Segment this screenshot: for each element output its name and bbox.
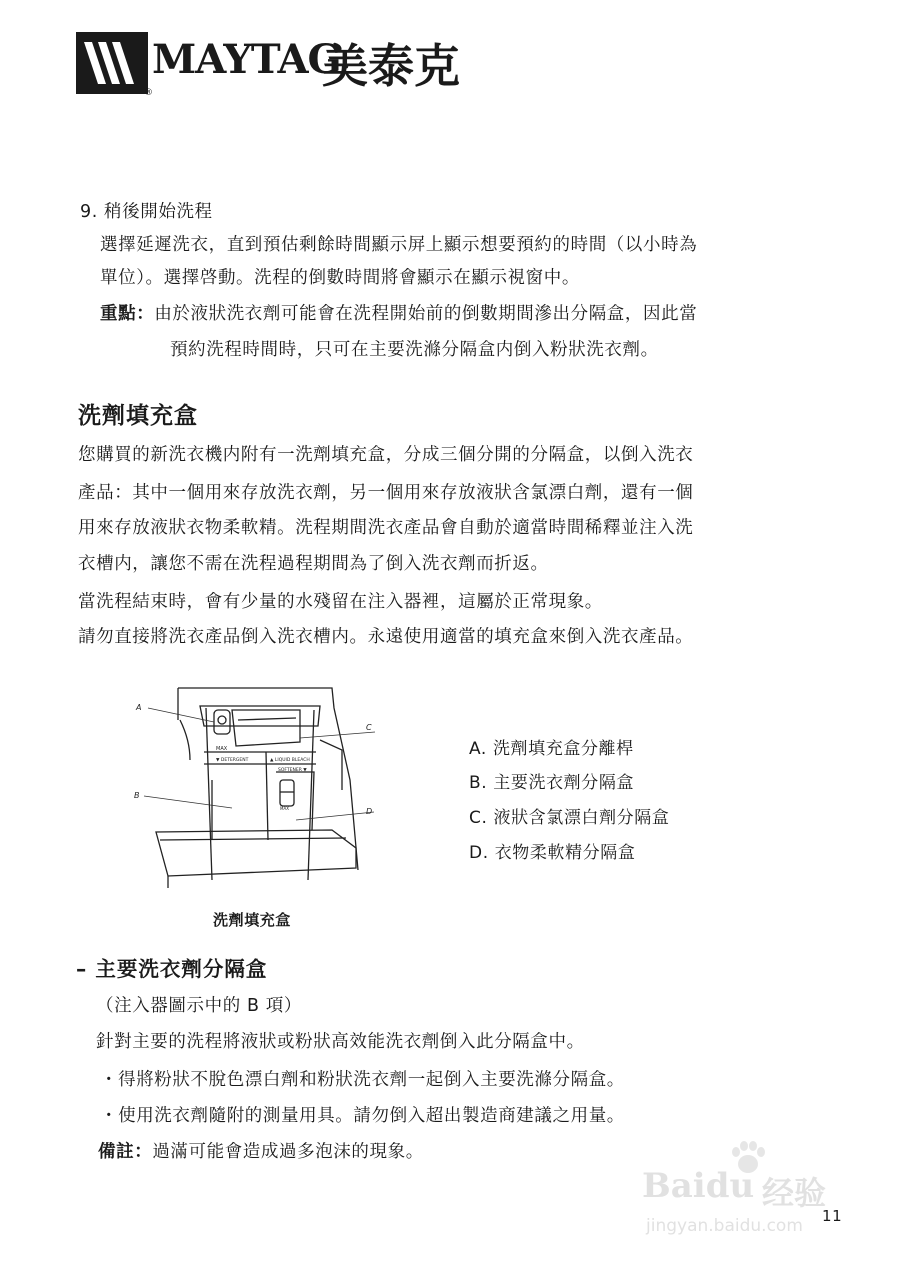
watermark-cn: 经验 xyxy=(762,1174,827,1212)
brand-chinese: 美泰克 xyxy=(322,39,460,93)
legend-item-a: A. 洗劑填充盒分離桿 xyxy=(469,739,634,759)
remark xyxy=(98,1140,424,1164)
watermark-url: jingyan.baidu.com xyxy=(646,1216,803,1236)
dispenser-drawer-illustration xyxy=(120,680,373,900)
drawer-label-max: MAX xyxy=(216,746,228,752)
important-label: 重點： xyxy=(100,304,155,324)
main-dispenser-heading: – 主要洗衣劑分隔盒 xyxy=(76,957,268,981)
important-text-line-2: 預約洗程時間時，只可在主要洗滌分隔盒内倒入粉狀洗衣劑。 xyxy=(170,340,659,360)
callout-c: C xyxy=(366,723,372,732)
main-note-ref: （注入器圖示中的 B 項） xyxy=(96,996,302,1016)
dispenser-paragraph-line: 產品：其中一個用來存放洗衣劑，另一個用來存放液狀含氯漂白劑，還有一個 xyxy=(78,483,694,503)
callout-a: A xyxy=(136,703,142,712)
drawer-label-softener: SOFTENER ▼ xyxy=(278,768,307,773)
dispenser-heading: 洗劑填充盒 xyxy=(78,403,198,429)
registered-mark: ® xyxy=(144,88,153,98)
maytag-stripes-icon xyxy=(76,32,148,94)
legend-item-b: B. 主要洗衣劑分隔盒 xyxy=(469,773,635,793)
delay-paragraph-line-2: 單位）。選擇啓動。洗程的倒數時間將會顯示在顯示視窗中。 xyxy=(100,268,580,288)
drawer-label-max-small: MAX xyxy=(280,806,289,811)
remark-label: 備註： xyxy=(98,1142,153,1162)
legend-item-d: D. 衣物柔軟精分隔盒 xyxy=(469,843,636,863)
remark-text: 過滿可能會造成過多泡沫的現象。 xyxy=(152,1142,424,1162)
page-number: 11 xyxy=(822,1207,843,1225)
dispenser-paragraph-line: 您購買的新洗衣機内附有一洗劑填充盒，分成三個分開的分隔盒，以倒入洗衣 xyxy=(78,445,694,465)
main-bullet: ・得將粉狀不脫色漂白劑和粉狀洗衣劑一起倒入主要洗滌分隔盒。 xyxy=(100,1070,625,1090)
dispenser-paragraph-line: 當洗程結束時，會有少量的水殘留在注入器裡，這屬於正常現象。 xyxy=(78,592,603,612)
drawer-label-bleach: ▲ LIQUID BLEACH xyxy=(270,758,310,763)
callout-b: B xyxy=(134,791,140,800)
dispenser-paragraph-line: 用來存放液狀衣物柔軟精。洗程期間洗衣產品會自動於適當時間稀釋並注入洗 xyxy=(78,518,694,538)
legend-item-c: C. 液狀含氯漂白劑分隔盒 xyxy=(469,808,670,828)
baidu-watermark xyxy=(642,1140,852,1240)
important-text-line-1: 由於液狀洗衣劑可能會在洗程開始前的倒數期間滲出分隔盒，因此當 xyxy=(154,304,698,324)
main-intro: 針對主要的洗程將液狀或粉狀高效能洗衣劑倒入此分隔盒中。 xyxy=(96,1032,585,1052)
dispenser-paragraph-line: 衣槽内，讓您不需在洗程過程期間為了倒入洗衣劑而折返。 xyxy=(78,554,549,574)
maytag-logo-emblem xyxy=(76,32,148,94)
important-note xyxy=(100,302,697,326)
drawer-label-detergent: ▼ DETERGENT xyxy=(216,758,249,763)
figure-caption: 洗劑填充盒 xyxy=(213,911,292,929)
delay-paragraph-line-1: 選擇延遲洗衣，直到預估剩餘時間顯示屏上顯示想要預約的時間（以小時為 xyxy=(100,235,698,255)
dispenser-paragraph-line: 請勿直接將洗衣產品倒入洗衣槽内。永遠使用適當的填充盒來倒入洗衣產品。 xyxy=(78,627,694,647)
section-title-delay: 9. 稍後開始洗程 xyxy=(80,202,213,222)
brand-name: MAYTAG xyxy=(152,36,341,83)
watermark-brand: Baidu xyxy=(642,1166,755,1206)
main-bullet: ・使用洗衣劑隨附的測量用具。請勿倒入超出製造商建議之用量。 xyxy=(100,1106,625,1126)
callout-d: D xyxy=(366,807,373,816)
